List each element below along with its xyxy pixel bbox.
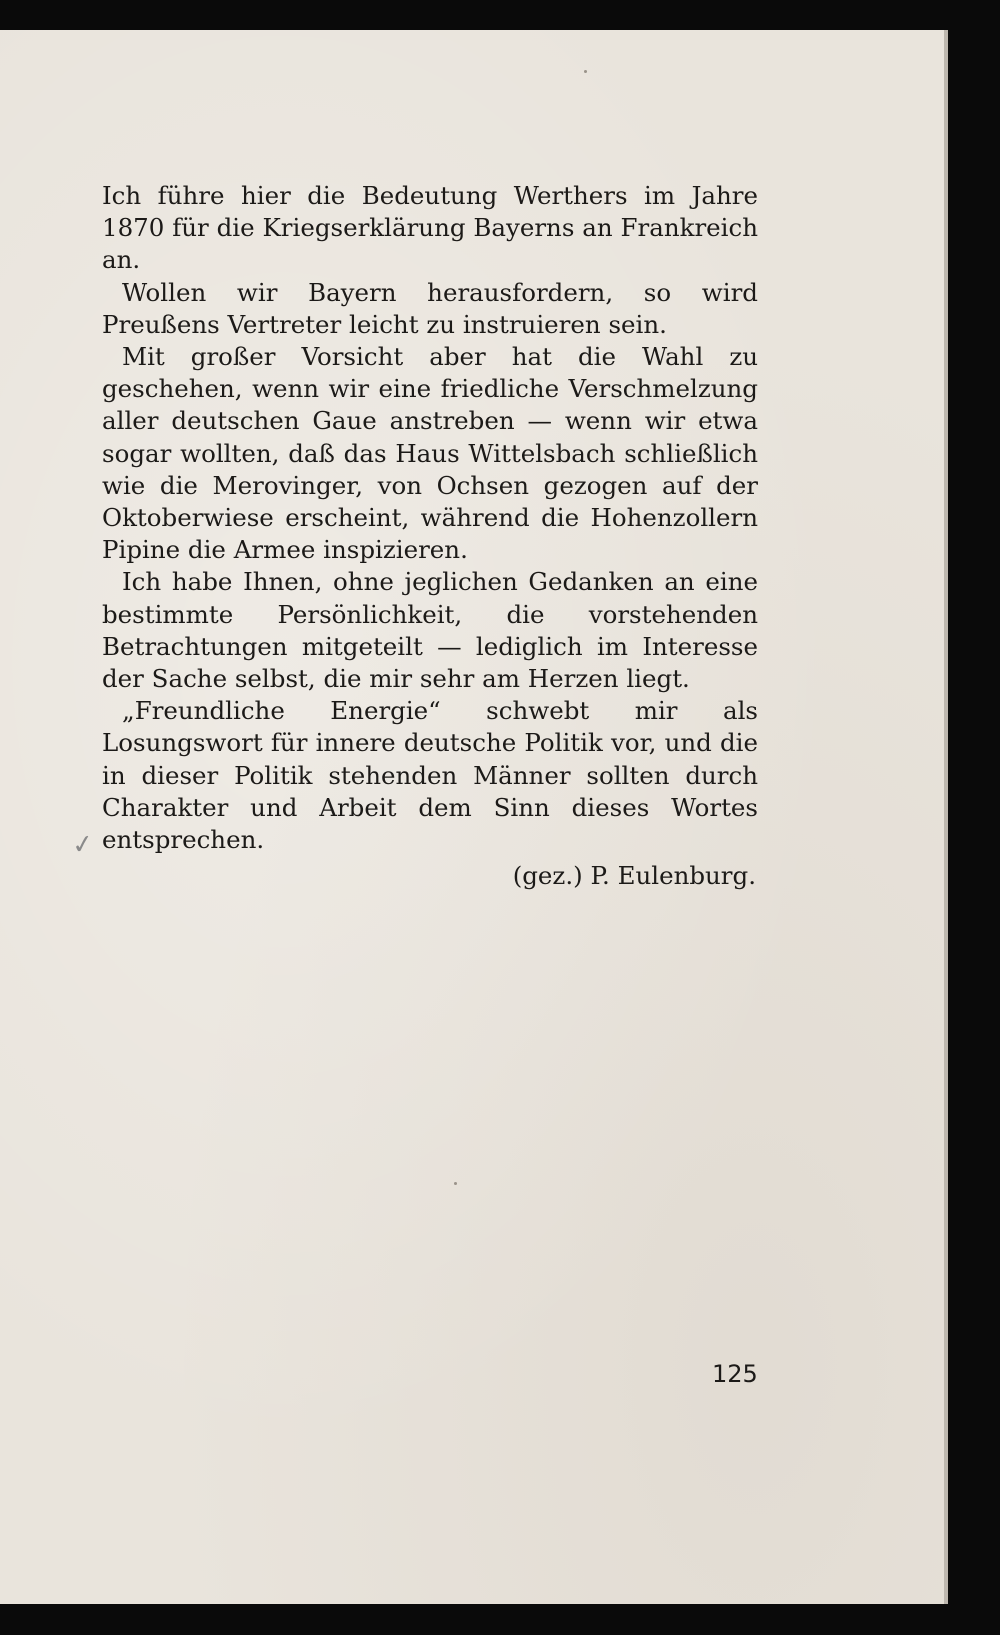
paragraph: Mit großer Vorsicht aber hat die Wahl zu geschehen, wenn wir eine friedliche Verschmelzung aller deutschen Gaue anstreben — wenn wir etwa sogar wollten, daß das Haus Wittelsbach schließlich wie die Merovinger, von Ochsen gezogen auf der Oktoberwiese erscheint, während die Hohenzollern Pipine die Armee inspizieren. <box>102 342 758 565</box>
signature: (gez.) P. Eulenburg. <box>512 861 756 891</box>
check-mark-icon: ✓ <box>70 828 96 862</box>
page-edge <box>944 30 948 1604</box>
page-number: 125 <box>712 1360 758 1388</box>
paragraph: Ich führe hier die Bedeutung Werthers im Jahre 1870 für die Kriegserklärung Bayerns an Frankreich an. <box>102 181 758 275</box>
paper-speck <box>454 1182 457 1185</box>
paragraph: „Freundliche Energie“ schwebt mir als Losungswort für innere deutsche Politik vor, und die in dieser Politik stehenden Männer sollten durch Charakter und Arbeit dem Sinn dieses Wortes entsprechen. <box>102 696 758 855</box>
paper-speck <box>584 70 587 73</box>
paragraph: Wollen wir Bayern herausfordern, so wird Preußens Vertreter leicht zu instruieren sein. <box>102 277 758 339</box>
paragraph: Ich habe Ihnen, ohne jeglichen Gedanken an eine bestimmte Persönlichkeit, die vorstehenden Betrachtungen mitgeteilt — lediglich im Interesse der Sache selbst, die mir sehr am Herzen liegt. <box>102 567 758 694</box>
body-text <box>102 180 758 892</box>
